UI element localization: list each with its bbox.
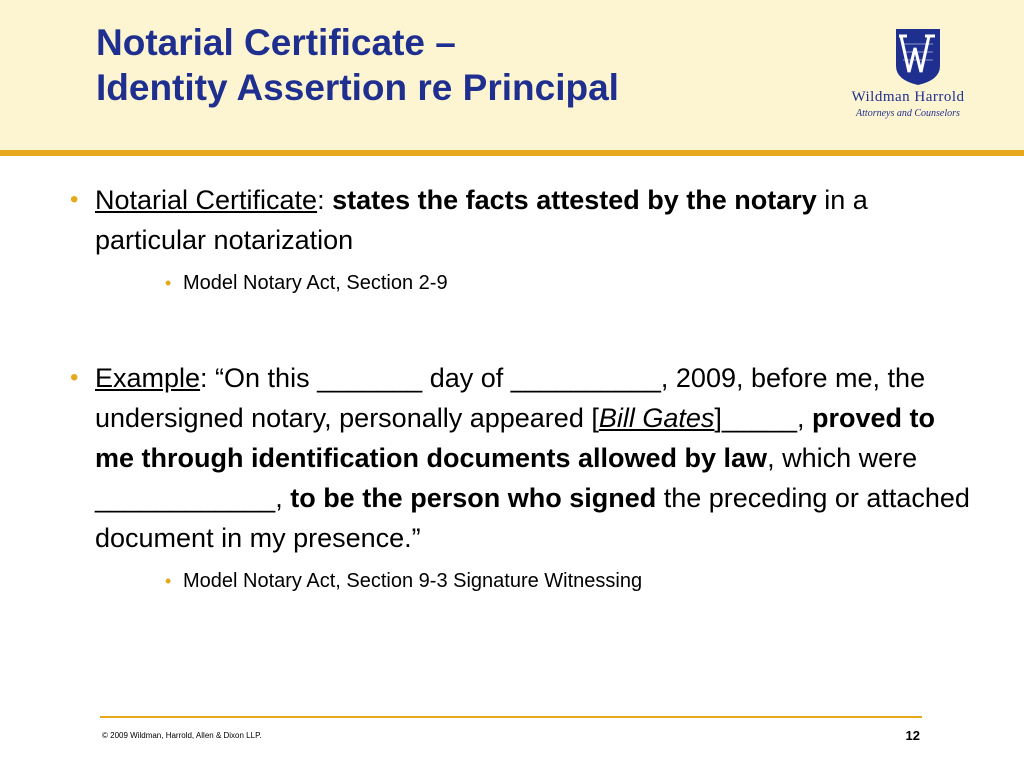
bullet-notarial-certificate [70,180,970,260]
sub-bullet-dot: • [165,273,172,293]
example-bold-identification: proved to me through identification documents allowed by law [95,403,935,473]
firm-logo [838,28,978,128]
footer-divider [100,716,922,718]
slide-body [70,180,970,596]
citation-section-2-9: Model Notary Act, Section 2-9 [183,272,448,294]
bullet-dot: • [70,364,79,391]
term-colon: : [317,185,325,215]
example-after-name: ]_____, [714,403,812,433]
logo-tagline: Attorneys and Counselors [856,108,960,119]
sub-bullet-section-9-3 [165,566,970,596]
definition-bold: states the facts attested by the notary [332,185,817,215]
sub-bullet-section-2-9 [165,268,970,298]
sub-bullet-dot: • [165,571,172,591]
title-line-1: Notarial Certificate – [96,22,456,63]
definition-rest: in a particular notarization [95,185,868,255]
w-monogram-icon [895,28,941,86]
header-divider [0,150,1024,156]
example-lead: : “On this _______ day of __________, 2009, before me, the undersigned notary, personally appeared [ [95,363,926,433]
title-line-2: Identity Assertion re Principal [96,67,619,108]
term-example: Example [95,363,201,393]
bullet-example [70,358,970,558]
bullet-dot: • [70,186,79,213]
logo-firm-name: Wildman Harrold [851,89,965,105]
example-bold-signed: to be the person who signed [290,483,657,513]
footer-copyright: © 2009 Wildman, Harrold, Allen & Dixon LLP. [102,731,262,740]
term-notarial-certificate: Notarial Certificate [95,185,318,215]
example-mid: , which were ____________, [95,443,918,513]
citation-section-9-3: Model Notary Act, Section 9-3 Signature Witnessing [183,570,643,592]
slide-title [96,20,816,110]
page-number: 12 [905,728,920,743]
example-end: the preceding or attached document in my presence.” [95,483,970,553]
example-principal-name: Bill Gates [598,403,715,433]
